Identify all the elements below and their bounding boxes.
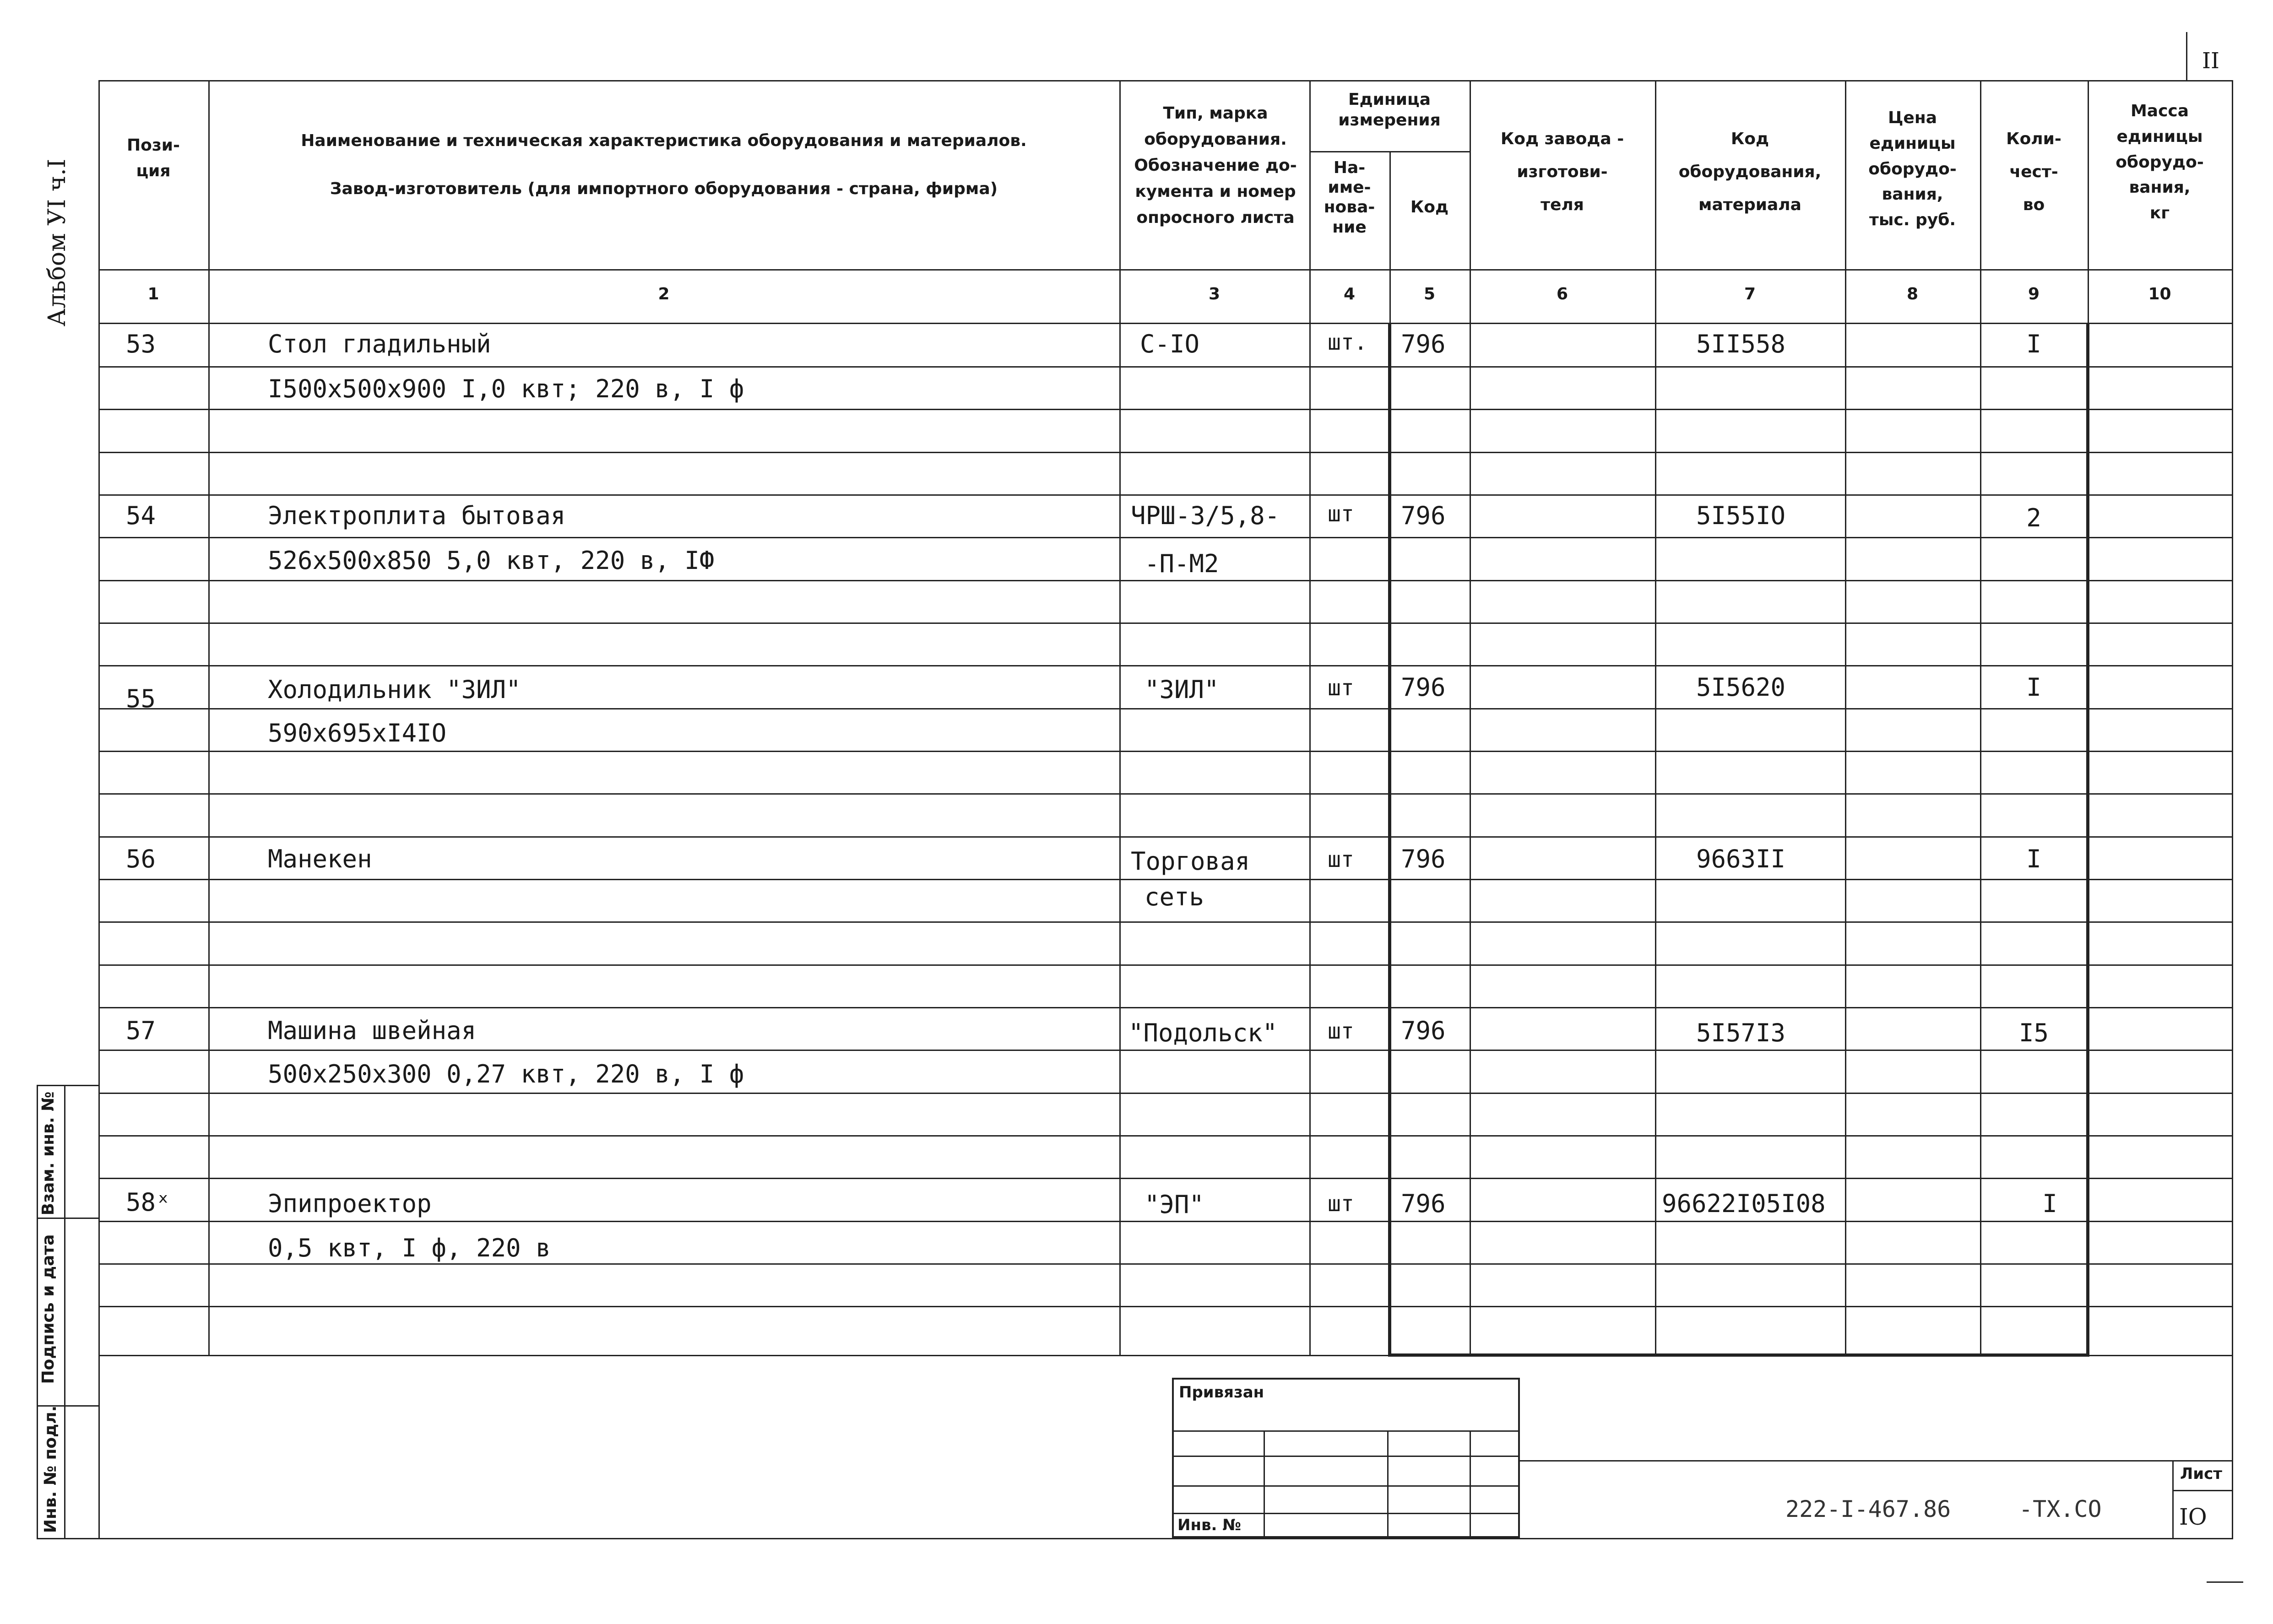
stamp-privyazan: Привязан: [1179, 1383, 1264, 1402]
header-mass: Масса единицы оборудо- вания, кг: [2116, 102, 2204, 223]
row-position: 55: [126, 684, 156, 713]
col-number: 7: [1744, 285, 1756, 303]
header-quantity: Коли- чест- во: [2006, 130, 2061, 214]
row-type: "ЗИЛ": [1145, 675, 1219, 704]
row-unit-code: 796: [1401, 844, 1446, 873]
row-spec: I500x500x900 I,0 квт; 220 в, I ф: [268, 374, 744, 403]
row-position: 58ˣ: [126, 1188, 171, 1217]
row-quantity: 2: [2026, 503, 2041, 532]
row-quantity: I: [2026, 330, 2041, 358]
row-name: Эпипроектор: [268, 1189, 432, 1218]
col-number: 10: [2148, 285, 2171, 303]
row-position: 56: [126, 844, 156, 873]
header-name-line2: Завод-изготовитель (для импортного оборудования - страна, фирма): [330, 179, 998, 198]
stamp-signature-date: Подпись и дата: [39, 1234, 58, 1384]
row-name: Электроплита бытовая: [268, 501, 566, 530]
header-equipment-code: Код оборудования, материала: [1678, 130, 1822, 214]
stamp-inv-podl: Инв. № подл.: [41, 1405, 60, 1533]
row-position: 54: [126, 501, 156, 530]
row-unit: шт: [1328, 1018, 1354, 1044]
row-equipment-code: 5I5620: [1696, 673, 1786, 702]
row-spec: 500x250x300 0,27 квт, 220 в, I ф: [268, 1060, 744, 1088]
row-unit: шт: [1328, 1191, 1354, 1217]
album-label: Альбом УI ч.I: [43, 158, 71, 327]
row-type: "ЭП": [1145, 1190, 1204, 1219]
row-spec: 590x695xI4IO: [268, 719, 447, 747]
col-number: 2: [658, 285, 670, 303]
row-name: Машина швейная: [268, 1016, 477, 1045]
row-type: Торговая: [1131, 847, 1250, 876]
header-unit: Единица измерения: [1338, 90, 1441, 130]
row-equipment-code: 96622I05I08: [1662, 1189, 1826, 1218]
row-type: C-IO: [1140, 330, 1200, 358]
row-equipment-code: 5I57I3: [1696, 1018, 1786, 1047]
row-quantity: I5: [2018, 1018, 2049, 1047]
row-spec: 0,5 квт, I ф, 220 в: [268, 1234, 551, 1262]
col-number: 4: [1343, 285, 1356, 303]
row-unit-code: 796: [1401, 501, 1446, 530]
row-name: Стол гладильный: [268, 330, 491, 358]
header-position: Пози- ция: [127, 136, 180, 180]
row-equipment-code: 5II558: [1696, 330, 1786, 358]
stamp-inv-no: Инв. №: [1177, 1516, 1242, 1534]
row-type-cont: -П-М2: [1145, 549, 1219, 578]
row-type: ЧРШ-3/5,8-: [1131, 501, 1280, 530]
header-unit-name: На- име- нова- ние: [1324, 158, 1375, 237]
row-unit: шт: [1328, 675, 1354, 701]
row-unit: шт.: [1328, 330, 1367, 355]
row-position: 53: [126, 330, 156, 358]
header-price: Цена единицы оборудо- вания, тыс. руб.: [1868, 108, 1957, 230]
document-code: 222-I-467.86: [1785, 1496, 1951, 1522]
header-unit-code: Код: [1410, 198, 1449, 217]
row-name: Холодильник "ЗИЛ": [268, 675, 521, 704]
row-unit-code: 796: [1401, 673, 1446, 702]
row-spec: 526x500x850 5,0 квт, 220 в, IФ: [268, 546, 715, 575]
header-name-line1: Наименование и техническая характеристика оборудования и материалов.: [301, 131, 1027, 150]
header-factory-code: Код завода - изготови- теля: [1500, 130, 1624, 214]
row-unit-code: 796: [1401, 1189, 1446, 1218]
row-unit: шт: [1328, 847, 1354, 872]
row-equipment-code: 9663II: [1696, 844, 1786, 873]
row-unit: шт: [1328, 501, 1354, 527]
row-unit-code: 796: [1401, 330, 1446, 358]
row-quantity: I: [2026, 673, 2041, 702]
row-unit-code: 796: [1401, 1016, 1446, 1045]
col-number: 3: [1208, 285, 1221, 303]
sheet-label: Лист: [2180, 1465, 2222, 1483]
row-quantity: I: [2042, 1189, 2057, 1218]
col-number: 1: [147, 285, 159, 303]
row-position: 57: [126, 1016, 156, 1045]
col-number: 5: [1423, 285, 1436, 303]
col-number: 8: [1906, 285, 1919, 303]
header-type: Тип, марка оборудования. Обозначение до- кумента и номер опросного листа: [1134, 104, 1297, 227]
col-number: 9: [2028, 285, 2040, 303]
row-type: "Подольск": [1128, 1018, 1278, 1047]
row-equipment-code: 5I55IO: [1696, 501, 1786, 530]
row-type-cont: сеть: [1145, 882, 1204, 911]
corner-page-label: II: [2202, 48, 2219, 74]
col-number: 6: [1556, 285, 1568, 303]
sheet-number: IO: [2179, 1504, 2207, 1530]
row-name: Манекен: [268, 844, 372, 873]
row-quantity: I: [2026, 844, 2041, 873]
document-suffix: -TX.CO: [2019, 1496, 2102, 1522]
stamp-vzam-inv: Взам. инв. №: [39, 1091, 58, 1216]
